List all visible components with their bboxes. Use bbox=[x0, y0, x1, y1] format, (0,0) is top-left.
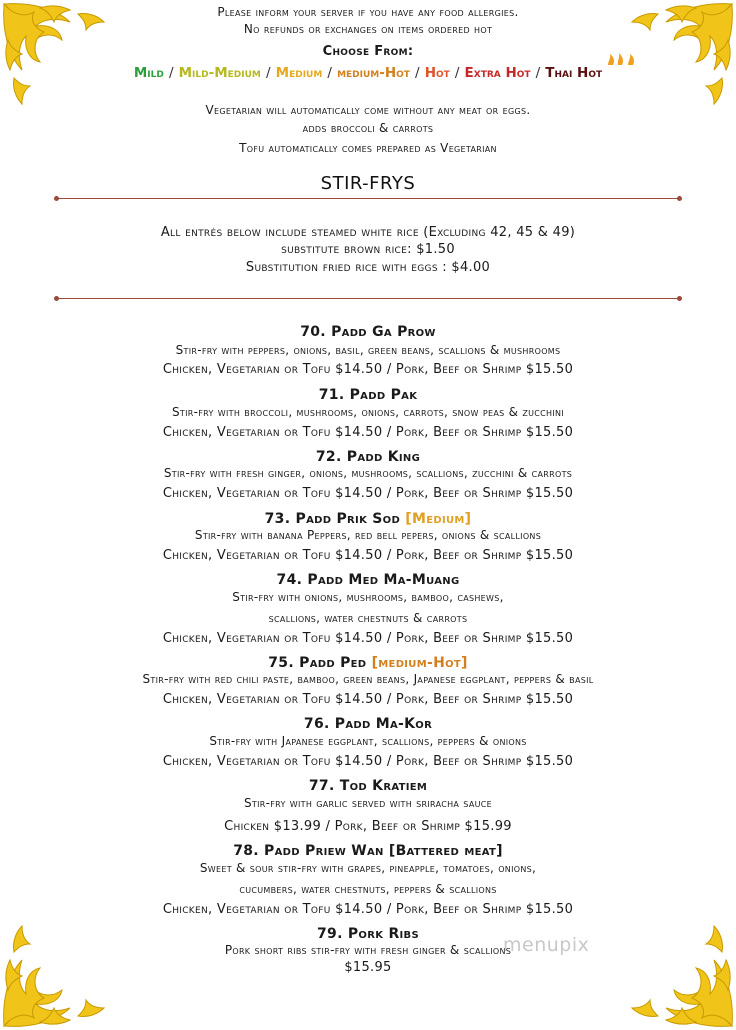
choose-from-heading: Choose From: bbox=[322, 44, 414, 59]
dish-title: 78. Padd Priew Wan [Battered meat] bbox=[233, 843, 503, 859]
vegetarian-note: Vegetarian will automatically come without any meat or eggs. bbox=[205, 103, 531, 117]
dish-title: 72. Padd King bbox=[315, 449, 421, 465]
section-divider bbox=[56, 198, 680, 199]
spice-level-medium-hot: medium-Hot bbox=[337, 65, 410, 81]
dish-description: cucumbers, water chestnuts, peppers & scallions bbox=[239, 882, 497, 896]
refund-notice: No refunds or exchanges on items ordered hot bbox=[243, 22, 493, 36]
dish-title: 77. Tod Kratiem bbox=[308, 778, 428, 794]
spice-level-medium: Medium bbox=[275, 65, 323, 81]
spice-tag: [medium-Hot] bbox=[371, 655, 468, 671]
dish-description: Stir-fry with Japanese eggplant, scallions, peppers & onions bbox=[209, 734, 527, 748]
spice-separator: / bbox=[265, 65, 271, 81]
dish-title: 79. Pork Ribs bbox=[317, 926, 419, 942]
section-divider bbox=[56, 298, 680, 299]
dish-description: Pork short ribs stir-fry with fresh ginger & scallions bbox=[224, 943, 512, 957]
dish-title: 76. Padd Ma-Kor bbox=[303, 716, 433, 732]
dish-price: $15.95 bbox=[344, 960, 392, 975]
fried-rice-info: Substitution fried rice with eggs : $4.00 bbox=[245, 260, 491, 275]
dish-description: Stir-fry with red chili paste, bamboo, green beans, Japanese eggplant, peppers & basil bbox=[142, 672, 594, 686]
dish-price: Chicken, Vegetarian or Tofu $14.50 / Pork, Beef or Shrimp $15.50 bbox=[162, 425, 574, 440]
spice-separator: / bbox=[535, 65, 541, 81]
spice-level-hot: Hot bbox=[424, 65, 450, 81]
spice-separator: / bbox=[415, 65, 420, 81]
spice-separator: / bbox=[454, 65, 460, 81]
watermark: menupix bbox=[503, 934, 590, 956]
dish-title: 75. Padd Ped [medium-Hot] bbox=[268, 655, 468, 671]
spice-separator: / bbox=[327, 65, 332, 81]
dish-description: Sweet & sour stir-fry with grapes, pineapple, tomatoes, onions, bbox=[199, 861, 537, 875]
dish-price: Chicken, Vegetarian or Tofu $14.50 / Pork, Beef or Shrimp $15.50 bbox=[162, 486, 574, 501]
dish-title: 70. Padd Ga Prow bbox=[300, 324, 436, 340]
dish-price: Chicken, Vegetarian or Tofu $14.50 / Pork, Beef or Shrimp $15.50 bbox=[162, 902, 574, 917]
spice-level-extra-hot: Extra Hot bbox=[464, 65, 531, 81]
spice-separator: / bbox=[168, 65, 174, 81]
spice-tag: [Medium] bbox=[405, 511, 472, 527]
dish-description: Stir-fry with peppers, onions, basil, green beans, scallions & mushrooms bbox=[175, 343, 561, 357]
dish-price: Chicken, Vegetarian or Tofu $14.50 / Pork, Beef or Shrimp $15.50 bbox=[162, 548, 574, 563]
allergy-notice: Please inform your server if you have any food allergies. bbox=[217, 5, 519, 19]
tofu-note: Tofu automatically comes prepared as Vegetarian bbox=[239, 141, 497, 155]
dish-price: Chicken, Vegetarian or Tofu $14.50 / Pork, Beef or Shrimp $15.50 bbox=[162, 692, 574, 707]
spice-level-thai-hot: Thai Hot bbox=[545, 65, 603, 81]
dish-price: Chicken, Vegetarian or Tofu $14.50 / Pork, Beef or Shrimp $15.50 bbox=[162, 754, 574, 769]
dish-title: 74. Padd Med Ma-Muang bbox=[276, 572, 460, 588]
spice-level-mild-medium: Mild-Medium bbox=[178, 65, 261, 81]
dish-description: Stir-fry with banana Peppers, red bell pepers, onions & scallions bbox=[194, 528, 542, 542]
brown-rice-info: substitute brown rice: $1.50 bbox=[281, 242, 455, 257]
dish-description: Stir-fry with onions, mushrooms, bamboo, cashews, bbox=[232, 590, 504, 604]
dish-price: Chicken $13.99 / Pork, Beef or Shrimp $15.99 bbox=[224, 819, 512, 834]
dish-price: Chicken, Vegetarian or Tofu $14.50 / Pork, Beef or Shrimp $15.50 bbox=[162, 631, 574, 646]
dish-title: 73. Padd Prik Sod [Medium] bbox=[264, 511, 472, 527]
dish-description: scallions, water chestnuts & carrots bbox=[268, 611, 468, 625]
dish-price: Chicken, Vegetarian or Tofu $14.50 / Pork, Beef or Shrimp $15.50 bbox=[162, 362, 574, 377]
dish-description: Stir-fry with broccoli, mushrooms, onions, carrots, snow peas & zucchini bbox=[172, 405, 564, 419]
dish-description: Stir-fry with garlic served with sriracha sauce bbox=[243, 796, 493, 810]
dish-description: Stir-fry with fresh ginger, onions, mushrooms, scallions, zucchini & carrots bbox=[163, 466, 573, 480]
vegetarian-additions-note: adds broccoli & carrots bbox=[302, 121, 434, 135]
section-title: STIR-FRYS bbox=[320, 173, 416, 194]
flame-icon bbox=[606, 53, 640, 65]
dish-title: 71. Padd Pak bbox=[318, 387, 418, 403]
spice-level-mild: Mild bbox=[133, 65, 164, 81]
rice-info: All entrés below include steamed white rice (Excluding 42, 45 & 49) bbox=[160, 225, 576, 240]
